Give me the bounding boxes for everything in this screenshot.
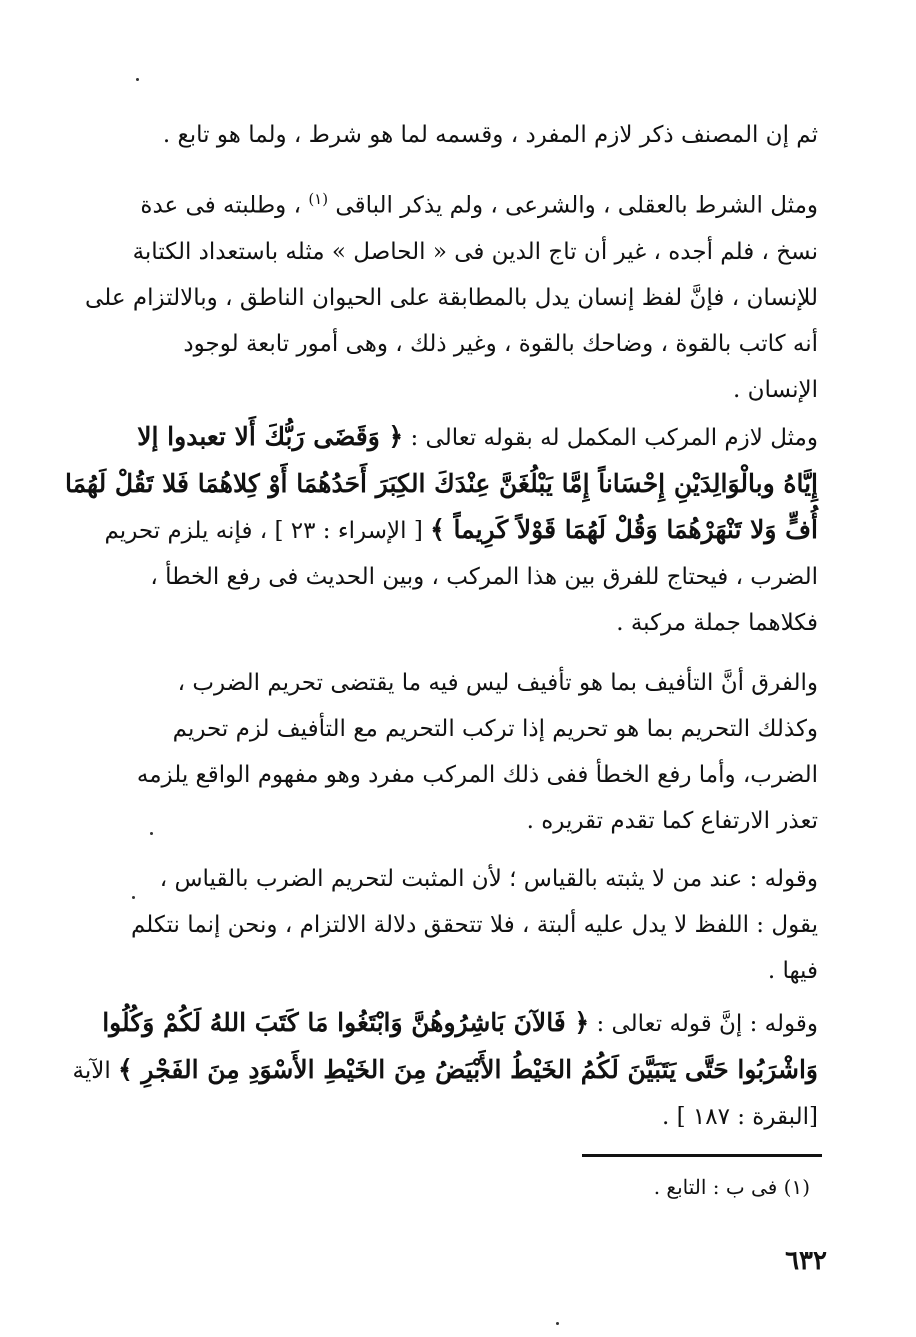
quran-verse: ﴿ فَالآنَ بَاشِرُوهُنَّ وَابْتَغُوا مَا كَتَبَ اللهُ لَكُمْ وَكُلُوا (102, 1008, 590, 1037)
paragraph-line (98, 507, 818, 554)
footnote: (١) فى ب : التابع . (653, 1175, 810, 1199)
paragraph-line-text: [ الإسراء : ٢٣ ] ، فإنه يلزم تحريم (104, 518, 423, 544)
quran-verse: ﴿ وَقَضَى رَبُّكَ أَلا تعبدوا إلا (137, 422, 404, 451)
footnote-divider (582, 1154, 822, 1157)
paragraph-line: نسخ ، فلم أجده ، غير أن تاج الدين فى « الحاصل » مثله باستعداد الكتابة (132, 238, 818, 265)
paragraph-line (98, 176, 818, 229)
paragraph-line-text: ومثل الشرط بالعقلى ، والشرعى ، ولم يذكر الباقى (335, 192, 818, 219)
paragraph-line: [البقرة : ١٨٧ ] . (661, 1104, 818, 1130)
paragraph-1 (98, 112, 818, 158)
page-number: ٦٣٢ (785, 1246, 827, 1276)
paragraph-line: الضرب ، فيحتاج للفرق بين هذا المركب ، وبين الحديث فى رفع الخطأ ، (150, 564, 818, 590)
paragraph-line (98, 414, 818, 461)
paragraph-line: فيها . (767, 958, 818, 984)
paragraph-line: أنه كاتب بالقوة ، وضاحك بالقوة ، وغير ذلك ، وهى أمور تابعة لوجود (183, 330, 818, 357)
quran-verse: أُفٍّ وَلا تَنْهَرْهُمَا وَقُلْ لَهُمَا قَوْلاً كَرِيماً ﴾ (430, 515, 818, 544)
paragraph-line: ثم إن المصنف ذكر لازم المفرد ، وقسمه لما هو شرط ، ولما هو تابع . (162, 122, 818, 148)
scan-speck (136, 78, 139, 81)
paragraph-3 (64, 414, 818, 646)
paragraph-line (98, 1000, 818, 1047)
paragraph-line: للإنسان ، فإنَّ لفظ إنسان يدل بالمطابقة على الحيوان الناطق ، وبالالتزام على (85, 284, 818, 311)
paragraph-line-text: وقوله : إنَّ قوله تعالى : (596, 1011, 818, 1037)
paragraph-line-text: ومثل لازم المركب المكمل له بقوله تعالى : (410, 425, 818, 451)
paragraph-4 (98, 660, 818, 844)
paragraph-line-text: ، وطلبته فى عدة (140, 192, 301, 219)
paragraph-2 (85, 176, 818, 413)
paragraph-6 (72, 1000, 818, 1140)
paragraph-line: وقوله : عند من لا يثبته بالقياس ؛ لأن المثبت لتحريم الضرب بالقياس ، (159, 866, 818, 892)
paragraph-5 (98, 856, 818, 994)
paragraph-line: فكلاهما جملة مركبة . (616, 610, 818, 636)
footnote-marker[interactable]: (١) (308, 190, 329, 208)
quran-verse: إِيَّاهُ وبالْوَالِدَيْنِ إِحْسَاناً إِمَّا يَبْلُغَنَّ عِنْدَكَ الكِبَرَ أَحَدُهُمَا أَوْ كِلاهُمَا فَلا تَقُلْ لَهُمَا (64, 469, 818, 498)
paragraph-line: تعذر الارتفاع كما تقدم تقريره . (526, 808, 818, 834)
scan-speck (556, 1322, 559, 1325)
quran-verse: وَاشْرَبُوا حَتَّى يَتَبَيَّنَ لَكُمُ الخَيْطُ الأَبْيَضُ مِنَ الخَيْطِ الأَسْوَدِ مِنَ الفَجْرِ ﴾ (118, 1055, 818, 1084)
paragraph-line: يقول : اللفظ لا يدل عليه ألبتة ، فلا تتحقق دلالة الالتزام ، ونحن إنما نتكلم (130, 912, 818, 938)
scan-speck (132, 896, 135, 899)
paragraph-line: الضرب، وأما رفع الخطأ ففى ذلك المركب مفرد وهو مفهوم الواقع يلزمه (136, 762, 818, 788)
paragraph-line: وكذلك التحريم بما هو تحريم إذا تركب التحريم مع التأفيف لزم تحريم (172, 716, 818, 742)
paragraph-line: والفرق أنَّ التأفيف بما هو تأفيف ليس فيه ما يقتضى تحريم الضرب ، (177, 670, 818, 696)
paragraph-line (72, 1047, 818, 1094)
scan-speck (150, 832, 153, 835)
paragraph-line-text: الآية (72, 1058, 111, 1084)
paragraph-line: الإنسان . (733, 376, 818, 403)
